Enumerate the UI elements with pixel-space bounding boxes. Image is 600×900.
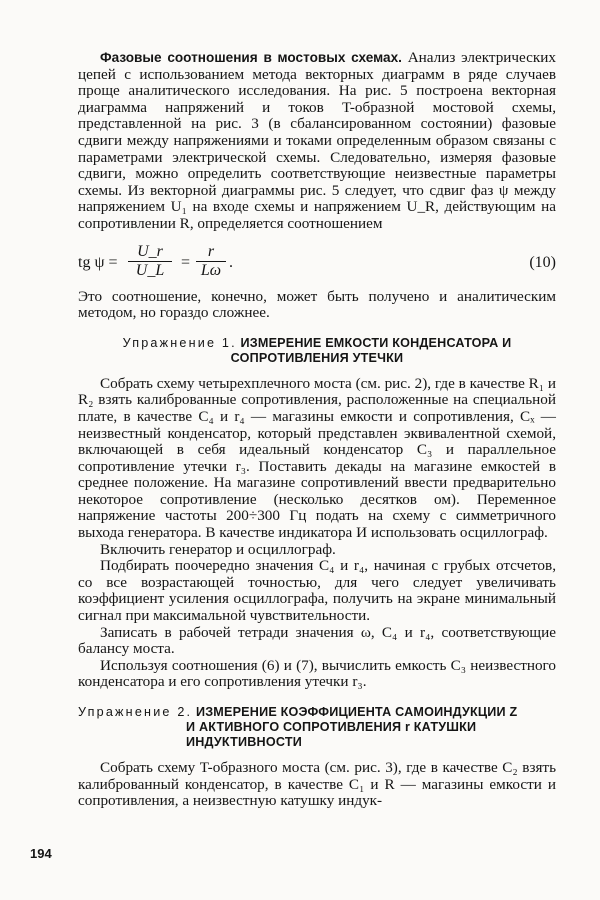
intro-paragraph	[78, 50, 556, 233]
fraction-impedance-ratio	[196, 243, 226, 280]
exercise-1-heading	[78, 336, 556, 366]
exercise-1-paragraph: Используя соотношения (6) и (7), вычислить емкость C₃ неизвестного конденсатора и его сопротивления утечки r₃.	[78, 656, 556, 691]
fraction-voltage-ratio	[128, 243, 172, 280]
fraction-denominator: Lω	[200, 261, 222, 279]
formula-number: (10)	[529, 253, 556, 271]
exercise-2-title-line3: ИНДУКТИВНОСТИ	[186, 735, 302, 749]
page-number: 194	[30, 846, 52, 861]
formula-10	[78, 241, 556, 285]
after-formula-paragraph: Это соотношение, конечно, может быть получено и аналитическим методом, но гораздо сложнее.	[78, 287, 556, 322]
exercise-2-label: Упражнение 2.	[78, 705, 193, 719]
page-body	[78, 50, 556, 810]
fraction-numerator: r	[196, 243, 226, 262]
formula-equals: =	[181, 253, 191, 271]
exercise-2-paragraph: Собрать схему T-образного моста (см. рис. 3), где в качестве C₂ взять калиброванный конденсатор, в качестве C₁ и R — магазины емкости и сопротивления, а неизвестную катушку индук-	[78, 759, 556, 810]
exercise-1-paragraph: Собрать схему четырехплечного моста (см. рис. 2), где в качестве R₁ и R₂ взять калиброванные сопротивления, расположенные на специальной плате, в качестве C₄ и r₄ — магазины емкости и сопротивления, Cₓ — неизвестный конденсатор, который представлен эквивалентной схемой, включающей в себя идеальный конденсатор C₃ и параллельное сопротивление утечки r₃. Поставить декады на магазине емкостей в среднее положение. На магазине сопротивлений ввести предварительно некоторое сопротивление (несколько десятков ом). Переменное напряжение частоты 200÷300 Гц подать на схему с симметричного выхода генератора. В качестве индикатора И использовать осциллограф.	[78, 374, 556, 542]
intro-lead: Фазовые соотношения в мостовых схемах.	[100, 50, 402, 65]
exercise-2-title-line1: ИЗМЕРЕНИЕ КОЭФФИЦИЕНТА САМОИНДУКЦИИ Z	[195, 705, 518, 719]
fraction-numerator: U_r	[128, 243, 172, 262]
exercise-1-paragraph: Подбирать поочередно значения C₄ и r₄, начиная с грубых отсчетов, со все возрастающей точностью, для чего следует увеличивать коэффициент усиления осциллографа, получить на экране минимальный сигнал при максимальной чувствительности.	[78, 557, 556, 625]
exercise-1-paragraph: Включить генератор и осциллограф.	[100, 540, 336, 558]
formula-period: .	[229, 253, 233, 271]
formula-lhs: tg ψ =	[78, 253, 118, 271]
exercise-2-heading	[78, 705, 556, 750]
exercise-2-title-line2: И АКТИВНОГО СОПРОТИВЛЕНИЯ r КАТУШКИ	[186, 720, 477, 734]
fraction-denominator: U_L	[135, 261, 165, 279]
intro-text: Анализ электрических цепей с использованием метода векторных диаграмм в ряде случаев проще аналитического исследования. На рис. 5 построена векторная диаграмма напряжений и токов T-образной мостовой схемы, представленной на рис. 3 (в сбалансированном состоянии) фазовые сдвиги между напряжениями и токами определенным образом связаны с параметрами электрической схемы. Следовательно, измеряя фазовые сдвиги, можно определить соответствующие неизвестные параметры схемы. Из векторной диаграммы рис. 5 следует, что сдвиг фаз ψ между напряжением U₁ на входе схемы и напряжением U_R, действующим на сопротивлении R, определяется соотношением	[78, 49, 557, 232]
exercise-1-title: ИЗМЕРЕНИЕ ЕМКОСТИ КОНДЕНСАТОРА И СОПРОТИВЛЕНИЯ УТЕЧКИ	[230, 335, 512, 365]
exercise-1-paragraph: Записать в рабочей тетради значения ω, C₄ и r₄, соответствующие балансу моста.	[78, 623, 556, 658]
exercise-1-label: Упражнение 1.	[122, 335, 237, 350]
